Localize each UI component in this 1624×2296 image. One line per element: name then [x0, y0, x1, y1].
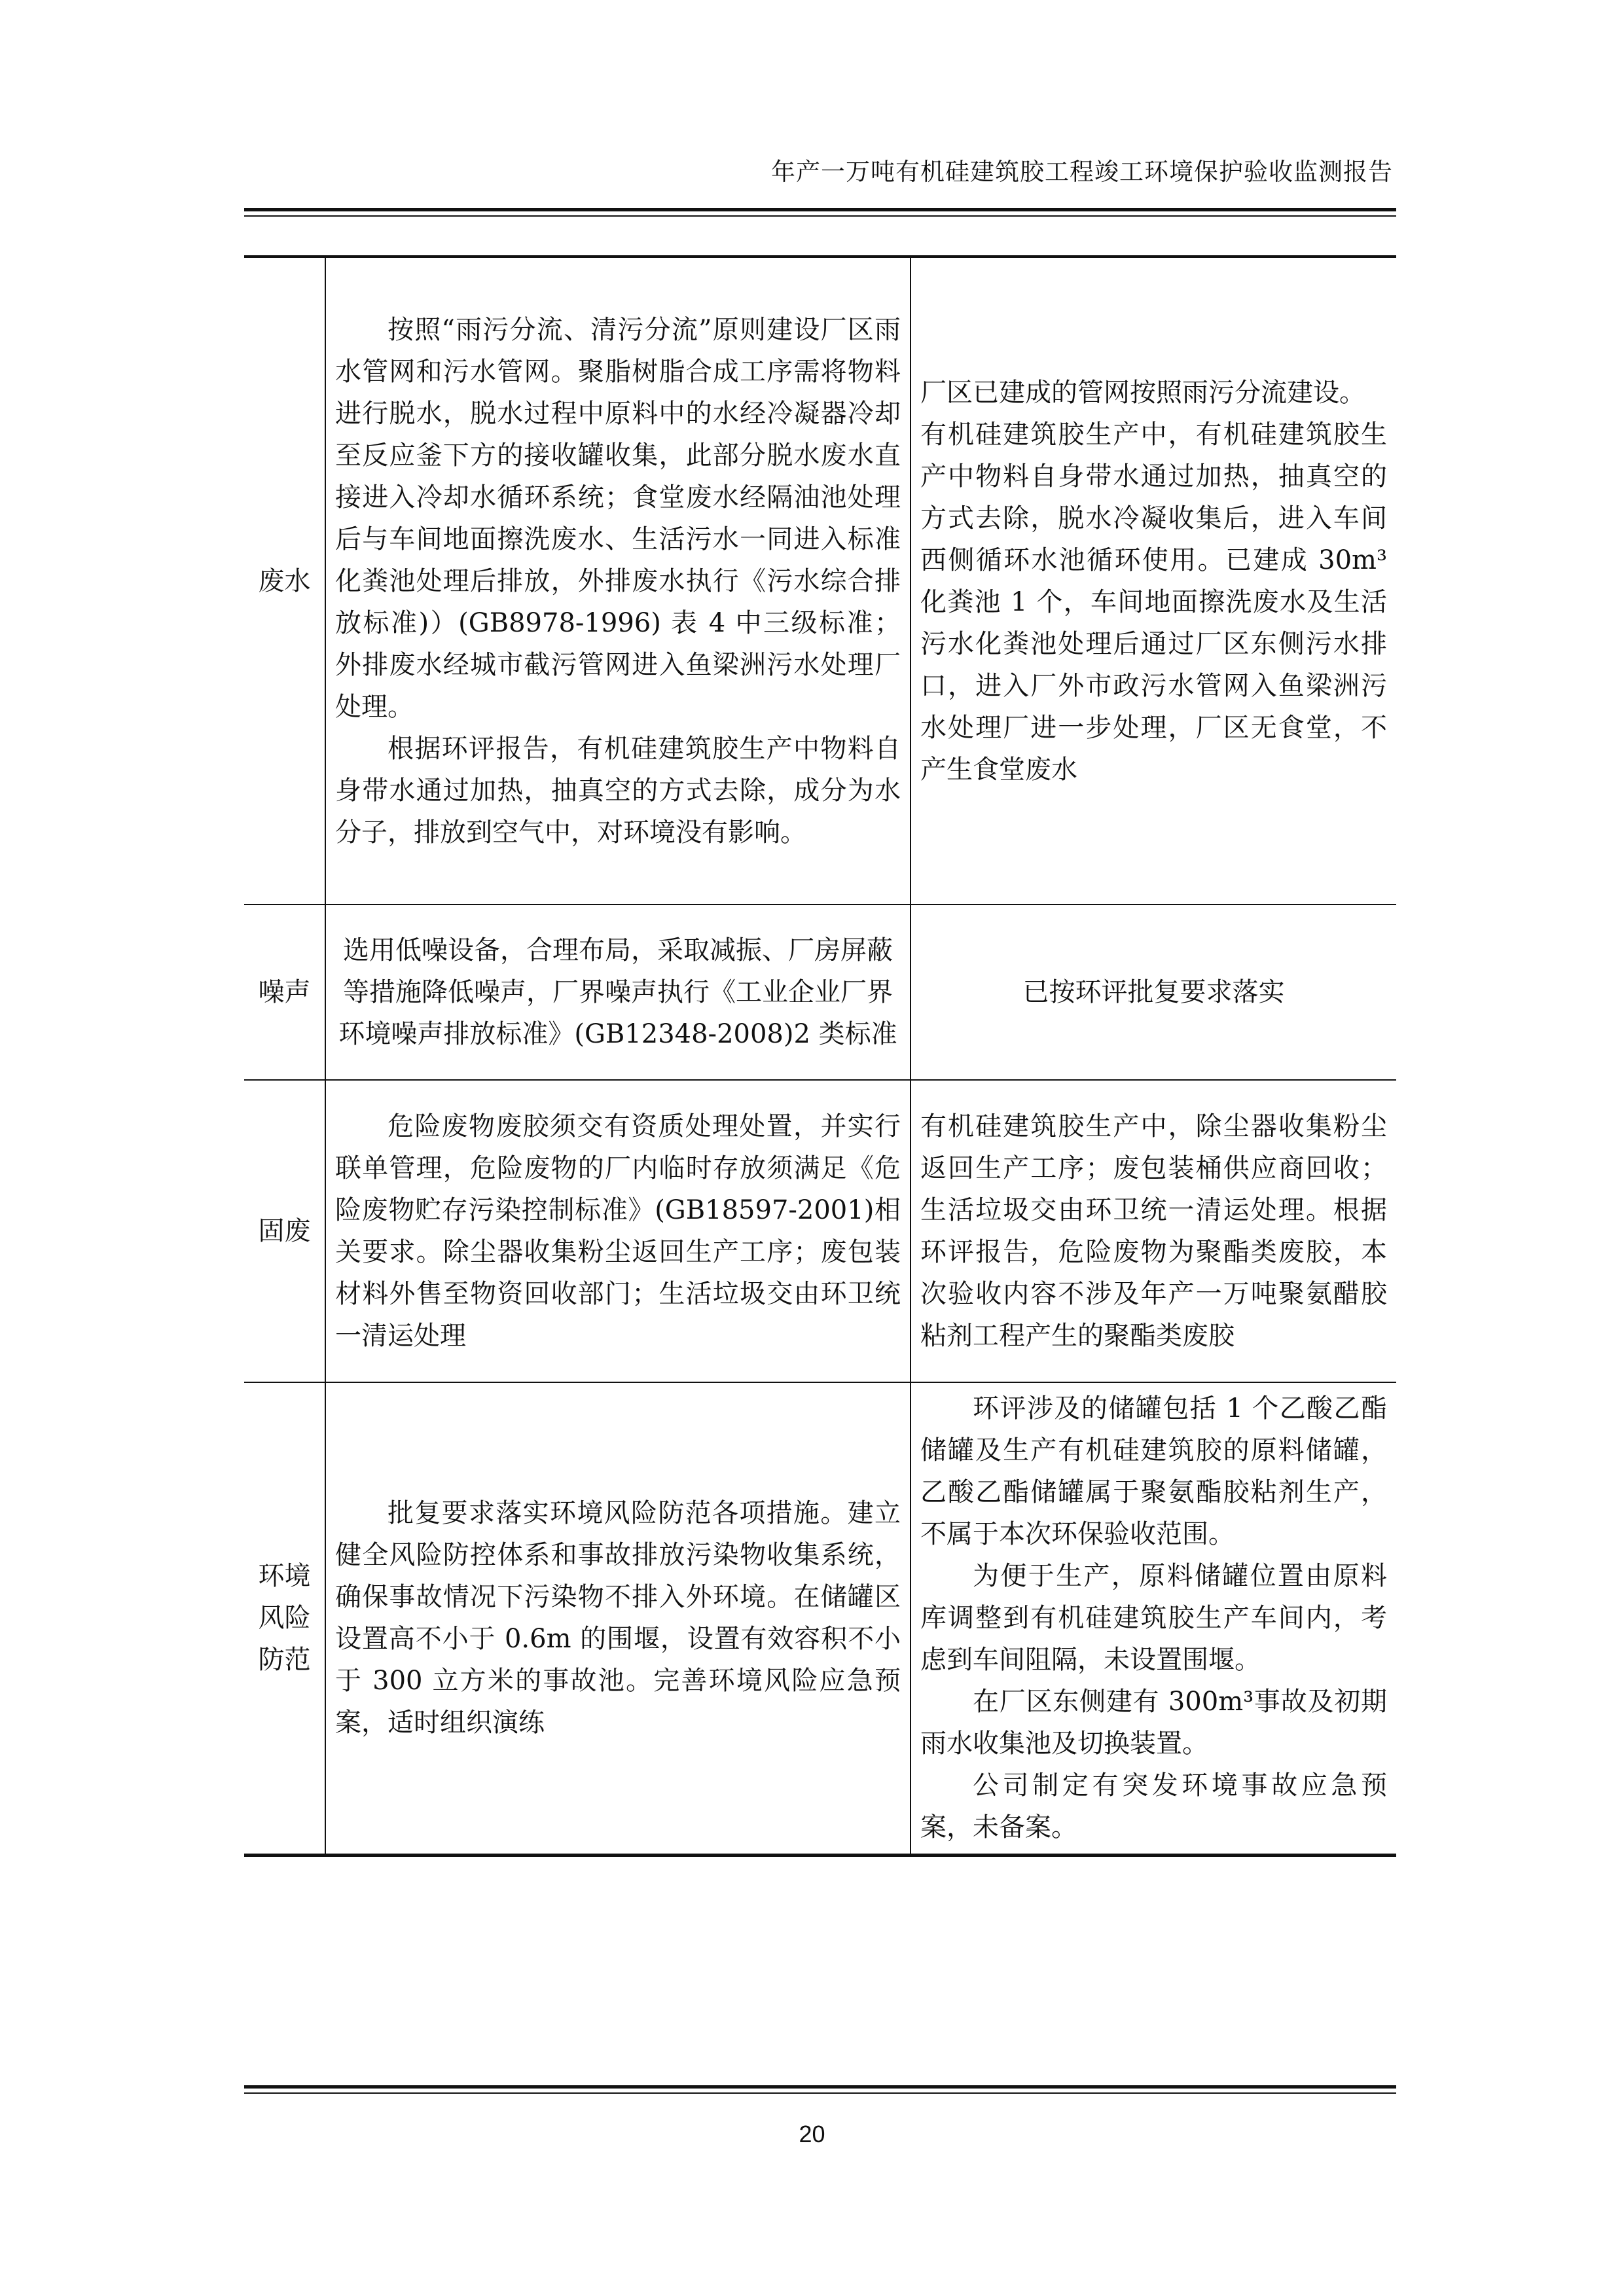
- implementation-paragraph: 为便于生产，原料储罐位置由原料库调整到有机硅建筑胶生产车间内，考虑到车间阻隔，未设置围堰。: [920, 1561, 1387, 1676]
- requirement-paragraph: 批复要求落实环境风险防范各项措施。建立健全风险防控体系和事故排放污染物收集系统，确保事故情况下污染物不排入外环境。在储罐区设置高不小于 0.6m 的围堰，设置有效容积不小于 300 立方米的事故池。完善环境风险应急预案，适时组织演练: [335, 1498, 901, 1738]
- header-rule-thin: [244, 215, 1396, 217]
- category-cell: 废水: [244, 257, 325, 905]
- implementation-paragraph: 已按环评批复要求落实: [1022, 977, 1285, 1007]
- implementation-paragraph: 在厂区东侧建有 300m³事故及初期雨水收集池及切换装置。: [920, 1687, 1387, 1759]
- implementation-paragraph: 公司制定有突发环境事故应急预案，未备案。: [920, 1770, 1387, 1843]
- table-row-environmental-risk: [244, 1382, 1396, 1855]
- footer-rule-thick: [244, 2085, 1396, 2089]
- table-row-solid-waste: [244, 1080, 1396, 1382]
- implementation-paragraph: 有机硅建筑胶生产中，有机硅建筑胶生产中物料自身带水通过加热，抽真空的方式去除，脱水冷凝收集后，进入车间西侧循环水池循环使用。已建成 30m³化粪池 1 个，车间地面擦洗废水及生活污水化粪池处理后通过厂区东侧污水排口，进入厂外市政污水管网入鱼梁洲污水处理厂进一步处理，厂区无食堂，不产生食堂废水: [920, 419, 1387, 785]
- implementation-cell: [911, 1382, 1396, 1855]
- report-header-title: 年产一万吨有机硅建筑胶工程竣工环境保护验收监测报告: [771, 158, 1393, 186]
- requirement-paragraph: 危险废物废胶须交有资质处理处置，并实行联单管理，危险废物的厂内临时存放须满足《危险废物贮存污染控制标准》(GB18597-2001)相关要求。除尘器收集粉尘返回生产工序；废包装材料外售至物资回收部门；生活垃圾交由环卫统一清运处理: [335, 1111, 901, 1351]
- acceptance-comparison-table: [244, 255, 1396, 1857]
- category-cell: 环境风险防范: [244, 1382, 325, 1855]
- footer-rule-thin: [244, 2092, 1396, 2094]
- category-cell: 固废: [244, 1080, 325, 1382]
- requirement-paragraph: 按照“雨污分流、清污分流”原则建设厂区雨水管网和污水管网。聚脂树脂合成工序需将物料进行脱水，脱水过程中原料中的水经冷凝器冷却至反应釜下方的接收罐收集，此部分脱水废水直接进入冷却水循环系统；食堂废水经隔油池处理后与车间地面擦洗废水、生活污水一同进入标准化粪池处理后排放，外排废水执行《污水综合排放标准)）(GB8978-1996) 表 4 中三级标准；外排废水经城市截污管网进入鱼梁洲污水处理厂处理。: [335, 314, 901, 722]
- implementation-paragraph: 有机硅建筑胶生产中，除尘器收集粉尘返回生产工序；废包装桶供应商回收；生活垃圾交由环卫统一清运处理。根据环评报告，危险废物为聚酯类废胶，本次验收内容不涉及年产一万吨聚氨醋胶粘剂工程产生的聚酯类废胶: [920, 1111, 1387, 1351]
- requirement-paragraph: 根据环评报告，有机硅建筑胶生产中物料自身带水通过加热，抽真空的方式去除，成分为水分子，排放到空气中，对环境没有影响。: [335, 733, 901, 848]
- category-cell: 噪声: [244, 905, 325, 1080]
- implementation-paragraph: 环评涉及的储罐包括 1 个乙酸乙酯储罐及生产有机硅建筑胶的原料储罐，乙酸乙酯储罐属于聚氨酯胶粘剂生产，不属于本次环保验收范围。: [920, 1393, 1387, 1550]
- implementation-cell: [911, 257, 1396, 905]
- requirement-cell: [325, 257, 911, 905]
- header-rule-thick: [244, 208, 1396, 211]
- implementation-cell: [911, 905, 1396, 1080]
- requirement-cell: [325, 1080, 911, 1382]
- requirement-paragraph: 选用低噪设备，合理布局，采取减振、厂房屏蔽等措施降低噪声，厂界噪声执行《工业企业厂界环境噪声排放标准》(GB12348-2008)2 类标准: [338, 935, 897, 1049]
- implementation-cell: [911, 1080, 1396, 1382]
- table-row-wastewater: [244, 257, 1396, 905]
- table-row-noise: [244, 905, 1396, 1080]
- page-number: 20: [799, 2121, 825, 2147]
- requirement-cell: [325, 905, 911, 1080]
- requirement-cell: [325, 1382, 911, 1855]
- implementation-paragraph: 厂区已建成的管网按照雨污分流建设。: [920, 377, 1365, 408]
